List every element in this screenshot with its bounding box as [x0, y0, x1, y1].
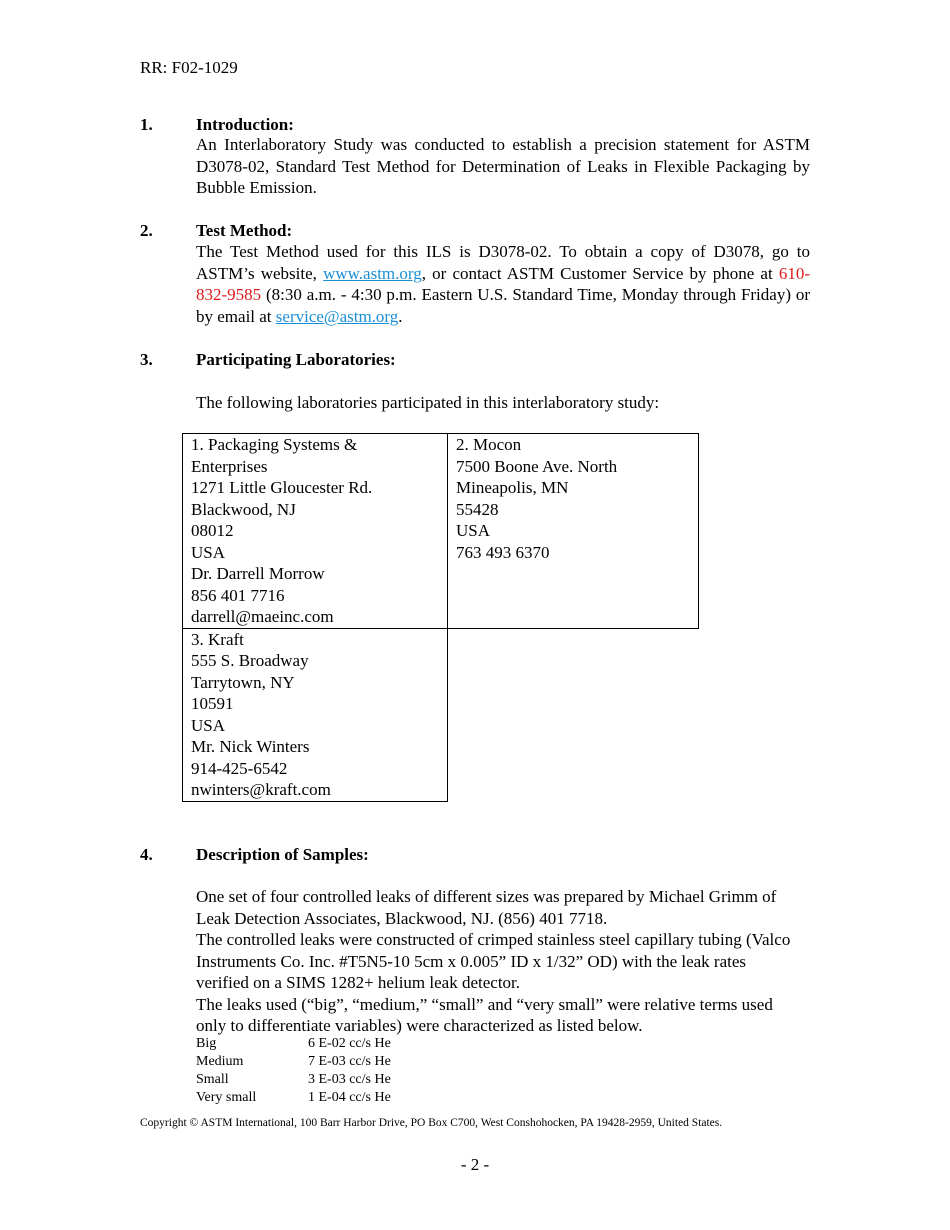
section-1-text: An Interlaboratory Study was conducted to establish a precision statement for ASTM D3078-02, Standard Test Method for Determination of Leaks in Flexible Packaging by Bubble Emission.	[196, 135, 810, 197]
lab-1-line: darrell@maeinc.com	[191, 607, 334, 626]
leak-name: Medium	[196, 1054, 244, 1069]
lab-1-line: 1271 Little Gloucester Rd.	[191, 478, 373, 497]
lab-1-line: Enterprises	[191, 456, 268, 476]
page-number: - 2 -	[460, 1155, 490, 1174]
section-4-text	[196, 886, 796, 1037]
lab-2-line: Mineapolis, MN	[456, 478, 569, 497]
lab-1-line: 1. Packaging Systems &	[191, 435, 358, 454]
lab-2-line: USA	[456, 521, 491, 540]
lab-3-line: Mr. Nick Winters	[191, 737, 310, 756]
lab-3-line: nwinters@kraft.com	[191, 780, 331, 799]
lab-3-line: 555 S. Broadway	[191, 651, 309, 670]
lab-3-line: Tarrytown, NY	[191, 672, 295, 692]
lab-1-line: USA	[191, 542, 226, 562]
lab-2-line: 55428	[456, 499, 499, 519]
copyright-footer: Copyright © ASTM International, 100 Barr Harbor Drive, PO Box C700, West Conshohocken, PA 19428-2959, United States.	[140, 1117, 723, 1129]
section-2-text-c: (8:30 a.m. - 4:30 p.m. Eastern U.S. Standard Time, Monday through Friday) or by email at	[196, 285, 810, 326]
lab-3-line: USA	[191, 715, 226, 735]
document-header: RR: F02-1029	[140, 58, 238, 77]
lab-3-cell	[183, 628, 448, 801]
lab-2-cell	[448, 434, 699, 629]
lab-1-line: 08012	[191, 521, 234, 540]
leak-row	[196, 1035, 391, 1053]
section-4-paragraph: One set of four controlled leaks of different sizes was prepared by Michael Grimm of Leak Detection Associates, Blackwood, NJ. (856) 401 7718.	[196, 887, 777, 928]
section-2-heading: Test Method:	[196, 221, 293, 240]
leak-rate: 3 E-03 cc/s He	[308, 1072, 391, 1087]
lab-2-line: 7500 Boone Ave. North	[456, 456, 618, 476]
section-4-paragraph: The leaks used (“big”, “medium,” “small” and “very small” were relative terms used only to differentiate variables) were characterized as listed below.	[196, 994, 773, 1035]
leak-rate: 1 E-04 cc/s He	[308, 1090, 391, 1105]
leak-row	[196, 1053, 391, 1071]
lab-3-line: 10591	[191, 694, 234, 713]
leak-rate: 6 E-02 cc/s He	[308, 1036, 391, 1051]
leak-rate: 7 E-03 cc/s He	[308, 1054, 391, 1069]
leak-name: Small	[196, 1072, 229, 1087]
lab-2-line: 763 493 6370	[456, 542, 550, 562]
section-1-heading: Introduction:	[196, 115, 294, 134]
section-4-number: 4.	[140, 845, 153, 864]
section-4-heading: Description of Samples:	[196, 845, 369, 864]
lab-3-line: 3. Kraft	[191, 629, 244, 649]
section-1-number: 1.	[140, 115, 153, 134]
section-3-intro: The following laboratories participated in this interlaboratory study:	[196, 393, 660, 412]
section-4-paragraph: The controlled leaks were constructed of crimped stainless steel capillary tubing (Valco Instruments Co. Inc. #T5N5-10 5cm x 0.005” ID x 1/32” OD) with the leak rates verified on a SIMS 1282+ helium leak detector.	[196, 930, 791, 992]
lab-1-cell	[183, 434, 448, 629]
laboratories-table	[182, 433, 699, 802]
section-3-number: 3.	[140, 350, 153, 369]
astm-website-link[interactable]: www.astm.org	[323, 263, 422, 283]
section-2-text-d: .	[398, 306, 403, 326]
lab-1-line: Dr. Darrell Morrow	[191, 564, 325, 583]
leak-name: Big	[196, 1036, 217, 1051]
lab-3-line: 914-425-6542	[191, 758, 288, 778]
service-email-link[interactable]: service@astm.org	[275, 306, 399, 326]
lab-1-line: Blackwood, NJ	[191, 499, 296, 519]
section-3-heading: Participating Laboratories:	[196, 350, 396, 369]
leak-rate-list	[196, 1035, 391, 1107]
leak-row	[196, 1071, 391, 1089]
section-2-text-a: The Test Method used for this ILS is D3078-02. To obtain a copy of D3078, go to ASTM’s website,	[196, 242, 810, 283]
section-2-text-b: , or contact ASTM Customer Service by phone at	[421, 263, 779, 283]
lab-2-line: 2. Mocon	[456, 435, 522, 454]
leak-row	[196, 1089, 391, 1107]
leak-name: Very small	[196, 1090, 257, 1105]
section-2-text	[196, 241, 810, 327]
empty-cell	[448, 628, 699, 801]
section-2-number: 2.	[140, 221, 153, 240]
phone-number: 610-832-9585	[196, 263, 811, 304]
lab-1-line: 856 401 7716	[191, 585, 285, 605]
